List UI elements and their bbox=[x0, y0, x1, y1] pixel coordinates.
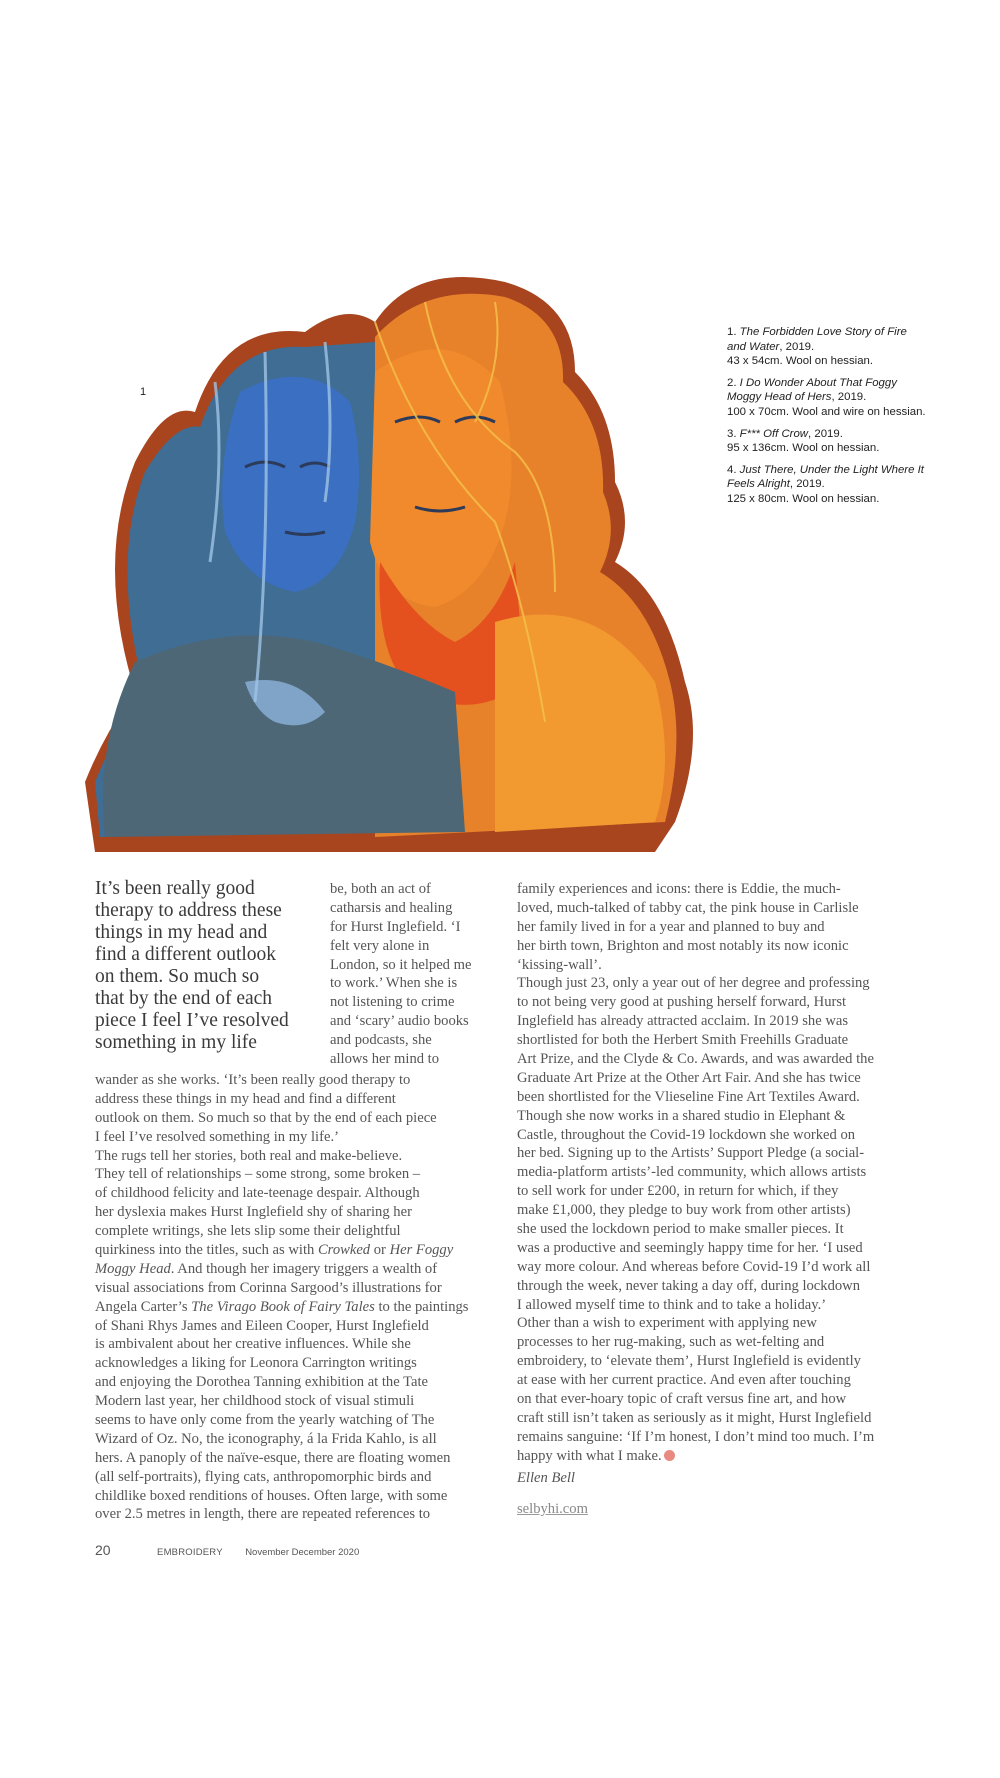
text-segment: childlike boxed renditions of houses. Often large, with some bbox=[95, 1487, 448, 1504]
caption-details: 43 x 54cm. Wool on hessian. bbox=[727, 355, 874, 368]
text-line bbox=[517, 1031, 874, 1050]
text-line bbox=[95, 1335, 468, 1354]
text-segment: her bed. Signing up to the Artists’ Support Pledge (a social- bbox=[517, 1145, 865, 1162]
text-segment: not listening to crime bbox=[330, 994, 455, 1011]
caption-title: Just There, Under the Light Where It Feels Alright bbox=[727, 463, 924, 491]
text-segment: The rugs tell her stories, both real and make-believe. bbox=[95, 1147, 403, 1164]
text-segment: allows her mind to bbox=[330, 1051, 440, 1068]
text-segment: visual associations from Corinna Sargood’s illustrations for bbox=[95, 1279, 442, 1296]
text-segment: for Hurst Inglefield. ‘I bbox=[330, 918, 461, 935]
pull-quote-line: It’s been really good bbox=[95, 878, 255, 899]
text-segment: Though she now works in a shared studio in Elephant & bbox=[517, 1107, 846, 1124]
text-line bbox=[517, 974, 874, 993]
text-line bbox=[517, 1126, 874, 1145]
caption-item bbox=[727, 325, 927, 369]
text-line bbox=[517, 1012, 874, 1031]
text-segment: Though just 23, only a year out of her degree and professing bbox=[517, 975, 870, 992]
text-segment: media-platform artists’-led community, which allows artists bbox=[517, 1164, 867, 1181]
caption-year: , 2019. bbox=[831, 391, 867, 404]
text-segment: Angela Carter’s bbox=[95, 1298, 192, 1315]
text-line bbox=[517, 1371, 874, 1390]
text-line bbox=[517, 1163, 874, 1182]
text-segment: her dyslexia makes Hurst Inglefield shy of sharing her bbox=[95, 1204, 412, 1221]
pull-quote-line: something in my life bbox=[95, 1032, 257, 1053]
text-segment: complete writings, she lets slip some their delightful bbox=[95, 1223, 401, 1240]
caption-item bbox=[727, 427, 927, 456]
body-column-2 bbox=[517, 880, 874, 1466]
caption-title: F*** Off Crow bbox=[739, 427, 809, 440]
text-line bbox=[95, 1505, 468, 1524]
caption-details: 100 x 70cm. Wool and wire on hessian. bbox=[727, 405, 926, 418]
text-line bbox=[95, 1298, 468, 1317]
text-segment: and podcasts, she bbox=[330, 1032, 432, 1049]
pull-quote-line: that by the end of each bbox=[95, 988, 273, 1009]
text-segment: They tell of relationships – some strong, some broken – bbox=[95, 1166, 421, 1183]
text-line bbox=[517, 1107, 874, 1126]
page-footer bbox=[95, 1542, 359, 1560]
text-segment: craft still isn’t taken as seriously as it might, Hurst Inglefield bbox=[517, 1409, 872, 1426]
text-line bbox=[95, 1373, 468, 1392]
body-column-1-narrow bbox=[330, 880, 471, 1069]
text-segment: quirkiness into the titles, such as with bbox=[95, 1242, 318, 1259]
text-line bbox=[95, 1071, 468, 1090]
pull-quote-line: therapy to address these bbox=[95, 900, 282, 921]
text-line bbox=[95, 1222, 468, 1241]
text-segment: happy with what I make. bbox=[517, 1447, 662, 1464]
artwork-rug-image bbox=[75, 262, 715, 872]
pull-quote-line: find a different outlook bbox=[95, 944, 277, 965]
text-line bbox=[517, 1447, 874, 1466]
text-segment: over 2.5 metres in length, there are repeated references to bbox=[95, 1506, 431, 1523]
text-segment: through the week, never taking a day off, during lockdown bbox=[517, 1277, 860, 1294]
text-line bbox=[517, 1277, 874, 1296]
text-segment: make £1,000, they pledge to buy work from other artists) bbox=[517, 1202, 851, 1219]
text-line bbox=[95, 1184, 468, 1203]
pull-quote-line: things in my head and bbox=[95, 922, 268, 943]
text-segment: Other than a wish to experiment with applying new bbox=[517, 1315, 817, 1332]
text-line bbox=[95, 1203, 468, 1222]
text-segment: of Shani Rhys James and Eileen Cooper, Hurst Inglefield bbox=[95, 1317, 429, 1334]
text-line bbox=[517, 1296, 874, 1315]
text-segment: her birth town, Brighton and most notably its now iconic bbox=[517, 937, 849, 954]
text-line bbox=[517, 993, 874, 1012]
text-line bbox=[330, 899, 471, 918]
text-segment: . And though her imagery triggers a wealth of bbox=[170, 1260, 438, 1277]
text-segment: her family lived in for a year and planned to buy and bbox=[517, 918, 825, 935]
body-column-1 bbox=[95, 1071, 468, 1524]
text-segment: (all self-portraits), flying cats, anthropomorphic birds and bbox=[95, 1468, 432, 1485]
pull-quote-line: on them. So much so bbox=[95, 966, 260, 987]
text-line bbox=[95, 1260, 468, 1279]
text-line bbox=[517, 1069, 874, 1088]
caption-number: 4. bbox=[727, 463, 740, 476]
text-segment: she used the lockdown period to make smaller pieces. It bbox=[517, 1221, 844, 1238]
caption-number: 1. bbox=[727, 326, 740, 338]
caption-year: , 2019. bbox=[789, 478, 825, 491]
caption-details: 95 x 136cm. Wool on hessian. bbox=[727, 442, 880, 455]
text-line bbox=[95, 1241, 468, 1260]
text-line bbox=[95, 1090, 468, 1109]
image-captions bbox=[727, 325, 927, 514]
text-line bbox=[517, 1201, 874, 1220]
text-line bbox=[517, 1352, 874, 1371]
website-link[interactable]: selbyhi.com bbox=[517, 1501, 588, 1517]
italic-title: Moggy Head bbox=[95, 1260, 171, 1277]
text-segment: is ambivalent about her creative influences. While she bbox=[95, 1336, 411, 1353]
text-segment: London, so it helped me bbox=[330, 956, 472, 973]
text-segment: Castle, throughout the Covid-19 lockdown she worked on bbox=[517, 1126, 856, 1143]
text-segment: and ‘scary’ audio books bbox=[330, 1013, 469, 1030]
text-segment: loved, much-talked of tabby cat, the pink house in Carlisle bbox=[517, 899, 859, 916]
text-segment: Inglefield has already attracted acclaim. In 2019 she was bbox=[517, 1013, 849, 1030]
text-segment: hers. A panoply of the naïve-esque, there are floating women bbox=[95, 1449, 451, 1466]
text-segment: outlook on them. So much so that by the end of each piece bbox=[95, 1109, 437, 1126]
text-line bbox=[95, 1430, 468, 1449]
text-segment: to the paintings bbox=[374, 1298, 469, 1315]
text-line bbox=[95, 1392, 468, 1411]
text-segment: family experiences and icons: there is Eddie, the much- bbox=[517, 881, 841, 897]
text-segment: be, both an act of bbox=[330, 881, 431, 897]
text-segment: remains sanguine: ‘If I’m honest, I don’t mind too much. I’m bbox=[517, 1428, 875, 1445]
text-line bbox=[330, 956, 471, 975]
text-segment: shortlisted for both the Herbert Smith Freehills Graduate bbox=[517, 1032, 849, 1049]
text-line bbox=[330, 974, 471, 993]
caption-year: , 2019. bbox=[808, 427, 843, 440]
text-segment: or bbox=[370, 1242, 390, 1259]
pull-quote-line: piece I feel I’ve resolved bbox=[95, 1010, 289, 1031]
text-line bbox=[517, 1258, 874, 1277]
text-segment: to work.’ When she is bbox=[330, 975, 458, 992]
text-line bbox=[330, 993, 471, 1012]
figure-number: 1 bbox=[140, 386, 147, 398]
text-segment: acknowledges a liking for Leonora Carrington writings bbox=[95, 1355, 417, 1372]
text-segment: wander as she works. ‘It’s been really good therapy to bbox=[95, 1072, 411, 1088]
text-line bbox=[95, 1449, 468, 1468]
text-segment: to sell work for under £200, in return for which, if they bbox=[517, 1183, 839, 1200]
text-segment: felt very alone in bbox=[330, 937, 430, 954]
text-line bbox=[517, 880, 874, 899]
text-line bbox=[95, 1468, 468, 1487]
text-line bbox=[95, 1354, 468, 1373]
end-mark-icon bbox=[664, 1450, 675, 1461]
text-segment: I allowed myself time to think and to take a holiday.’ bbox=[517, 1296, 827, 1313]
text-line bbox=[95, 1109, 468, 1128]
caption-number: 2. bbox=[727, 376, 740, 389]
text-segment: processes to her rug-making, such as wet-felting and bbox=[517, 1334, 825, 1351]
text-line bbox=[95, 1411, 468, 1430]
caption-year: , 2019. bbox=[779, 340, 815, 353]
text-line bbox=[330, 937, 471, 956]
caption-item bbox=[727, 463, 927, 507]
italic-title: The Virago Book of Fairy Tales bbox=[191, 1298, 375, 1315]
text-line bbox=[330, 918, 471, 937]
text-segment: Modern last year, her childhood stock of visual stimuli bbox=[95, 1393, 415, 1410]
text-line bbox=[517, 1409, 874, 1428]
text-segment: at ease with her current practice. And even after touching bbox=[517, 1372, 851, 1389]
text-segment: Wizard of Oz. No, the iconography, á la Frida Kahlo, is all bbox=[95, 1430, 437, 1447]
text-segment: to not being very good at pushing herself forward, Hurst bbox=[517, 994, 847, 1011]
caption-number: 3. bbox=[727, 427, 740, 440]
italic-title: Crowked bbox=[317, 1242, 371, 1259]
issue-date: November December 2020 bbox=[245, 1547, 360, 1558]
text-line bbox=[517, 1220, 874, 1239]
text-segment: been shortlisted for the Vlieseline Fine Art Textiles Award. bbox=[517, 1088, 860, 1105]
text-line bbox=[330, 1012, 471, 1031]
text-segment: way more colour. And whereas before Covid-19 I’d work all bbox=[517, 1258, 871, 1275]
text-segment: seems to have only come from the yearly watching of The bbox=[95, 1412, 435, 1429]
text-segment: Art Prize, and the Clyde & Co. Awards, and was awarded the bbox=[517, 1051, 874, 1068]
text-segment: I feel I’ve resolved something in my life.’ bbox=[95, 1128, 339, 1145]
text-segment: address these things in my head and find a different bbox=[95, 1090, 396, 1107]
text-line bbox=[330, 1031, 471, 1050]
text-line bbox=[95, 1128, 468, 1147]
text-line bbox=[95, 1317, 468, 1336]
text-line bbox=[330, 880, 471, 899]
text-segment: was a productive and seemingly happy time for her. ‘I used bbox=[517, 1239, 863, 1256]
text-segment: embroidery, to ‘elevate them’, Hurst Inglefield is evidently bbox=[517, 1353, 861, 1370]
text-segment: ‘kissing-wall’. bbox=[517, 956, 602, 973]
text-line bbox=[517, 918, 874, 937]
text-line bbox=[517, 937, 874, 956]
text-line bbox=[517, 1182, 874, 1201]
text-segment: of childhood felicity and late-teenage despair. Although bbox=[95, 1185, 420, 1202]
text-line bbox=[517, 1088, 874, 1107]
caption-title: I Do Wonder About That Foggy Moggy Head of Hers bbox=[727, 376, 897, 404]
text-line bbox=[517, 899, 874, 918]
text-line bbox=[95, 1487, 468, 1506]
text-line bbox=[517, 956, 874, 975]
text-line bbox=[517, 1239, 874, 1258]
caption-item bbox=[727, 376, 927, 420]
text-segment: catharsis and healing bbox=[330, 899, 453, 916]
magazine-name: EMBROIDERY bbox=[157, 1547, 223, 1558]
text-line bbox=[517, 1428, 874, 1447]
text-line bbox=[95, 1279, 468, 1298]
text-line bbox=[517, 1144, 874, 1163]
text-segment: Graduate Art Prize at the Other Art Fair. And she has twice bbox=[517, 1069, 861, 1086]
caption-title: The Forbidden Love Story of Fire and Water bbox=[727, 326, 907, 353]
text-line bbox=[517, 1050, 874, 1069]
text-line bbox=[517, 1333, 874, 1352]
text-line bbox=[95, 1165, 468, 1184]
text-line bbox=[517, 1314, 874, 1333]
author-byline: Ellen Bell bbox=[517, 1470, 575, 1486]
italic-title: Her Foggy bbox=[389, 1242, 454, 1259]
pull-quote bbox=[95, 878, 310, 1054]
text-segment: on that ever-hoary topic of craft versus fine art, and how bbox=[517, 1391, 847, 1408]
text-line bbox=[330, 1050, 471, 1069]
caption-details: 125 x 80cm. Wool on hessian. bbox=[727, 492, 880, 505]
text-line bbox=[95, 1147, 468, 1166]
text-segment: and enjoying the Dorothea Tanning exhibition at the Tate bbox=[95, 1374, 428, 1391]
page-number: 20 bbox=[95, 1542, 111, 1558]
text-line bbox=[517, 1390, 874, 1409]
